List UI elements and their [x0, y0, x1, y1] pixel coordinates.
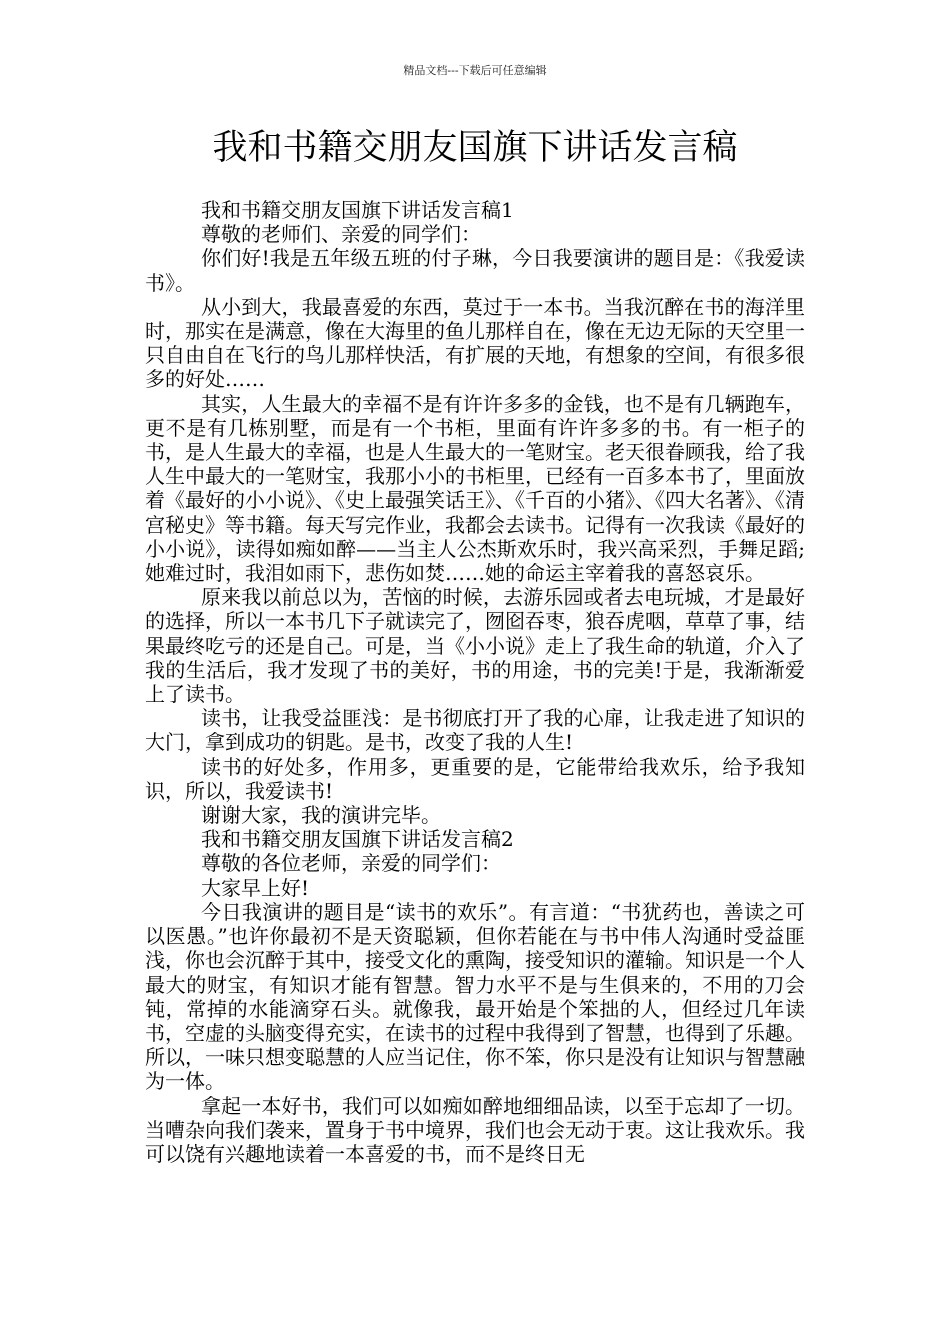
paragraph: 原来我以前总以为，苦恼的时候，去游乐园或者去电玩城，才是最好的选择，所以一本书几下子就读完了，囫囵吞枣，狼吞虎咽，草草了事，结果最终吃亏的还是自己。可是，当《小小说》走上了我生命的轨道，介入了我的生活后，我才发现了书的美好，书的用途，书的完美!于是，我渐渐爱上了读书。	[145, 585, 805, 707]
paragraph: 尊敬的老师们、亲爱的同学们：	[201, 222, 481, 247]
document-body	[145, 198, 805, 1166]
document-title: 我和书籍交朋友国旗下讲话发言稿	[212, 128, 738, 168]
paragraph: 今日我演讲的题目是“读书的欢乐”。有言道：“书犹药也，善读之可以医愚。”也许你最初不是天资聪颖，但你若能在与书中伟人沟通时受益匪浅，你也会沉醉于其中，接受文化的熏陶，接受知识的灌输。知识是一个人最大的财宝，有知识才能有智慧。智力水平不是与生俱来的，不用的刀会钝，常掉的水能滴穿石头。就像我，最开始是个笨拙的人，但经过几年读书，空虚的头脑变得充实，在读书的过程中我得到了智慧，也得到了乐趣。所以，一味只想变聪慧的人应当记住，你不笨，你只是没有让知识与智慧融为一体。	[145, 899, 805, 1094]
paragraph: 我和书籍交朋友国旗下讲话发言稿1	[201, 198, 514, 222]
header-note: 精品文档---下载后可任意编辑	[403, 64, 547, 77]
paragraph: 尊敬的各位老师，亲爱的同学们：	[201, 851, 501, 876]
paragraph: 从小到大，我最喜爱的东西，莫过于一本书。当我沉醉在书的海洋里时，那实在是满意，像在大海里的鱼儿那样自在，像在无边无际的天空里一只自由自在飞行的鸟儿那样快活，有扩展的天地，有想象的空间，有很多很多的好处……	[145, 294, 805, 392]
paragraph: 大家早上好!	[201, 875, 310, 900]
paragraph: 拿起一本好书，我们可以如痴如醉地细细品读，以至于忘却了一切。当嘈杂向我们袭来，置身于书中境界，我们也会无动于衷。这让我欢乐。我可以饶有兴趣地读着一本喜爱的书，而不是终日无	[145, 1093, 805, 1166]
paragraph: 其实，人生最大的幸福不是有许许多多的金钱，也不是有几辆跑车，更不是有几栋别墅，而是有一个书柜，里面有许许多多的书。有一柜子的书，是人生最大的幸福，也是人生最大的一笔财宝。老天很眷顾我，给了我人生中最大的一笔财宝，我那小小的书柜里，已经有一百多本书了，里面放着《最好的小小说》、《史上最强笑话王》、《千百的小猪》、《四大名著》、《清宫秘史》等书籍。每天写完作业，我都会去读书。记得有一次我读《最好的小小说》，读得如痴如醉——当主人公杰斯欢乐时，我兴高采烈，手舞足蹈;她难过时，我泪如雨下，悲伤如焚……她的命运主宰着我的喜怒哀乐。	[145, 391, 805, 586]
paragraph: 你们好!我是五年级五班的付子琳，今日我要演讲的题目是：《我爱读书》。	[145, 246, 805, 295]
paragraph: 读书的好处多，作用多，更重要的是，它能带给我欢乐，给予我知识，所以，我爱读书!	[145, 754, 805, 803]
paragraph: 我和书籍交朋友国旗下讲话发言稿2	[201, 827, 514, 852]
paragraph: 谢谢大家，我的演讲完毕。	[201, 803, 441, 828]
paragraph: 读书，让我受益匪浅：是书彻底打开了我的心扉，让我走进了知识的大门，拿到成功的钥匙。是书，改变了我的人生!	[145, 706, 805, 755]
